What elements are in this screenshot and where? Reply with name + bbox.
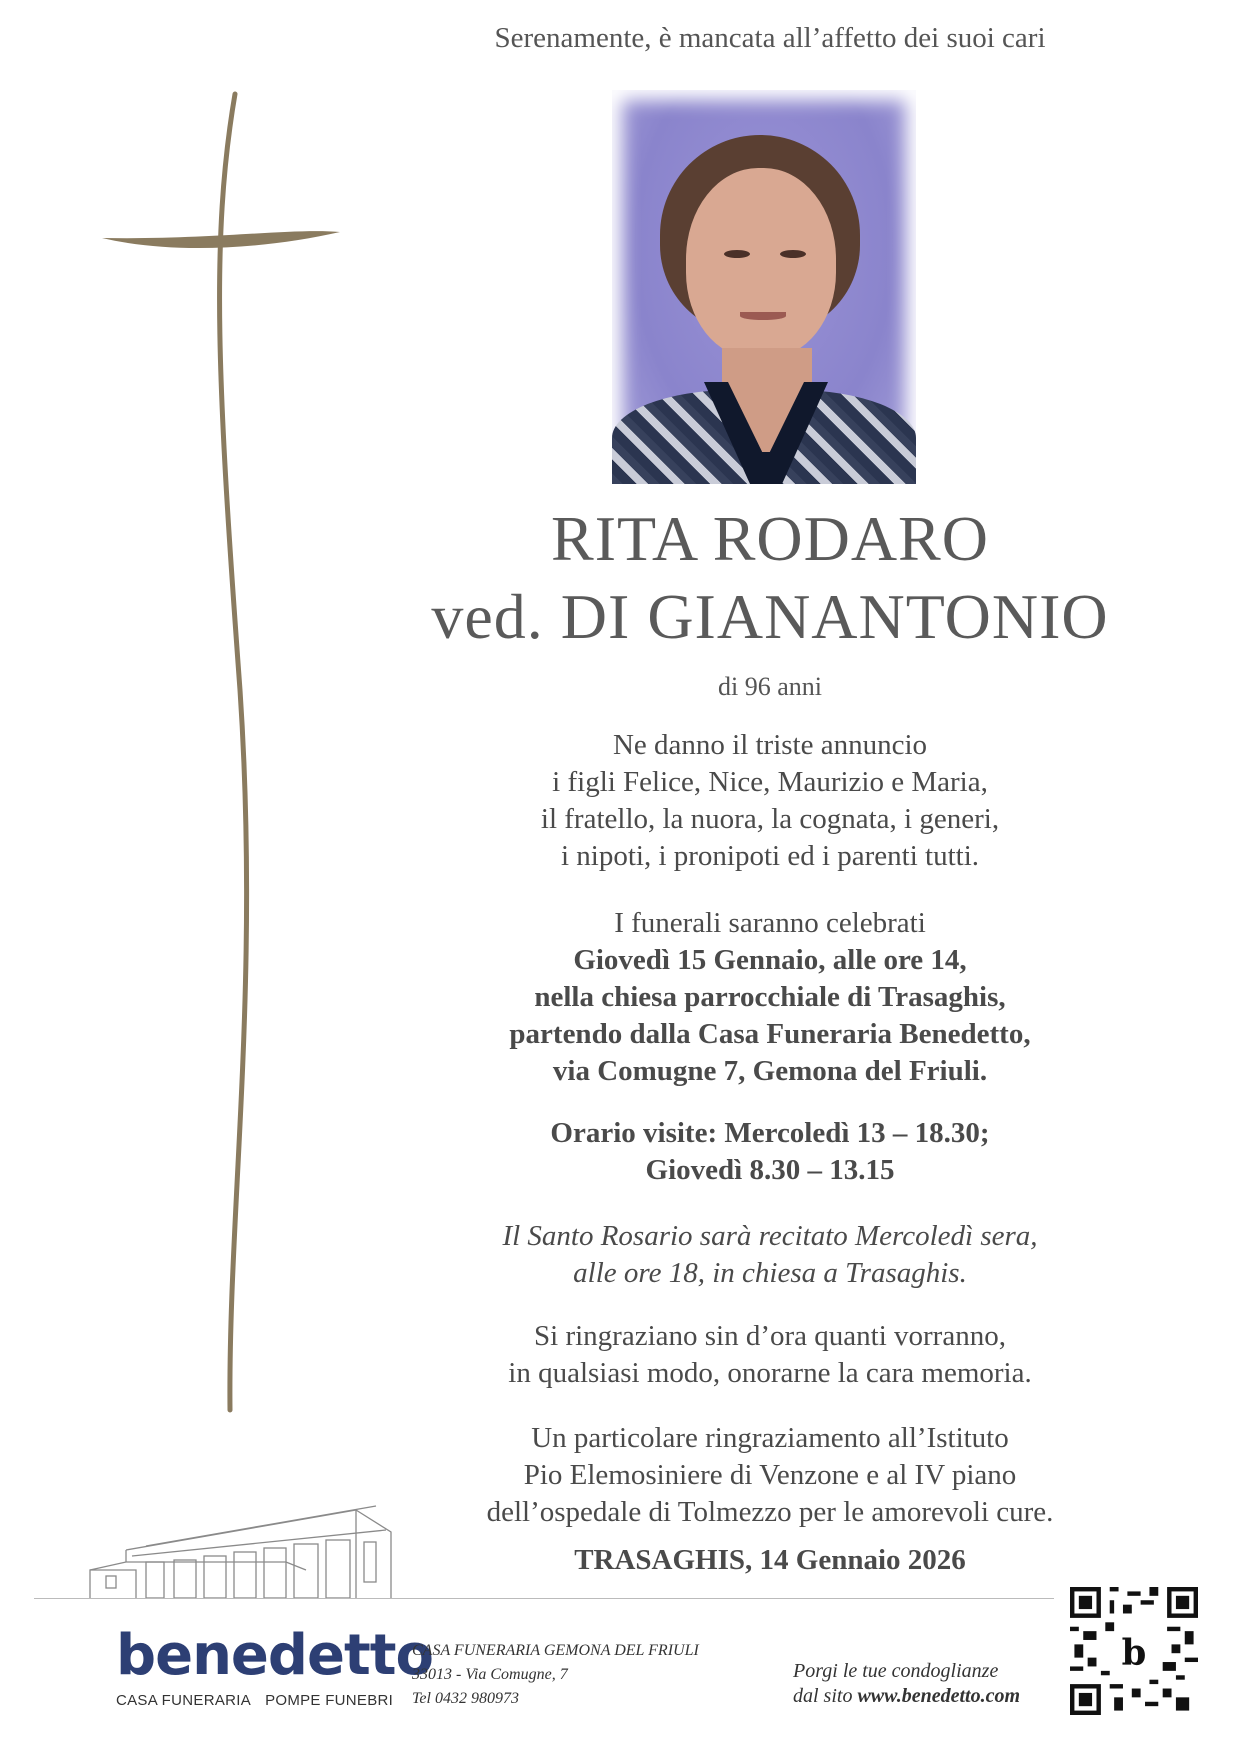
- visits-line: Orario visite: Mercoledì 13 – 18.30;: [550, 1117, 990, 1149]
- special-thanks-line: Un particolare ringraziamento all’Istituto: [531, 1422, 1009, 1454]
- qr-code-icon[interactable]: [1070, 1587, 1198, 1715]
- rosary-line: alle ore 18, in chiesa a Trasaghis.: [573, 1257, 967, 1289]
- funeral-intro: I funerali saranno celebrati: [614, 907, 926, 939]
- thanks-line: in qualsiasi modo, onorarne la cara memoria.: [508, 1357, 1032, 1389]
- funeral-detail: Giovedì 15 Gennaio, alle ore 14,: [573, 944, 967, 976]
- deceased-age: di 96 anni: [718, 672, 822, 701]
- intro-text: Serenamente, è mancata all’affetto dei suoi cari: [494, 22, 1046, 54]
- funeral-block: [340, 905, 1200, 1090]
- place-date: TRASAGHIS, 14 Gennaio 2026: [574, 1544, 966, 1576]
- visits-line: Giovedì 8.30 – 13.15: [645, 1154, 895, 1186]
- special-thanks-line: dell’ospedale di Tolmezzo per le amorevoli cure.: [486, 1496, 1054, 1528]
- rosary-block: [340, 1218, 1200, 1292]
- announcement-line: i nipoti, i pronipoti ed i parenti tutti.: [560, 840, 980, 872]
- footer-divider: [34, 1598, 1054, 1599]
- company-address: [412, 1639, 699, 1711]
- announcement-line: il fratello, la nuora, la cognata, i generi,: [540, 803, 1000, 835]
- tagline-part: POMPE FUNEBRI: [265, 1692, 394, 1709]
- condolences-line: Porgi le tue condoglianze: [793, 1660, 999, 1682]
- visits-block: [340, 1115, 1200, 1189]
- deceased-married-name: ved. DI GIANANTONIO: [431, 581, 1109, 652]
- address-line: Tel 0432 980973: [412, 1690, 519, 1707]
- building-icon: [86, 1470, 406, 1605]
- company-tagline: [116, 1692, 407, 1709]
- funeral-detail: nella chiesa parrocchiale di Trasaghis,: [534, 981, 1006, 1013]
- company-logo: benedetto: [116, 1623, 433, 1688]
- portrait-photo: [612, 90, 916, 484]
- funeral-detail: partendo dalla Casa Funeraria Benedetto,: [509, 1018, 1031, 1050]
- special-thanks-block: [340, 1420, 1200, 1531]
- announcement-block: [340, 727, 1200, 875]
- thanks-line: Si ringraziano sin d’ora quanti vorranno,: [534, 1320, 1006, 1352]
- special-thanks-line: Pio Elemosiniere di Venzone e al IV piano: [523, 1459, 1017, 1491]
- address-line: 33013 - Via Comugne, 7: [412, 1666, 568, 1683]
- rosary-line: Il Santo Rosario sarà recitato Mercoledì sera,: [502, 1220, 1038, 1252]
- deceased-name: RITA RODARO: [551, 503, 989, 574]
- funeral-detail: via Comugne 7, Gemona del Friuli.: [552, 1055, 988, 1087]
- thanks-block: [340, 1318, 1200, 1392]
- condolences-prefix: dal sito: [793, 1685, 858, 1707]
- qr-center-letter: b: [1121, 1632, 1147, 1674]
- condolences-link[interactable]: www.benedetto.com: [857, 1685, 1021, 1707]
- announcement-line: i figli Felice, Nice, Maurizio e Maria,: [552, 766, 988, 798]
- announcement-line: Ne danno il triste annuncio: [612, 729, 928, 761]
- address-line: CASA FUNERARIA GEMONA DEL FRIULI: [412, 1642, 699, 1659]
- condolences-note: [793, 1659, 1020, 1709]
- tagline-part: CASA FUNERARIA: [116, 1692, 252, 1709]
- cross-icon: [90, 90, 350, 1420]
